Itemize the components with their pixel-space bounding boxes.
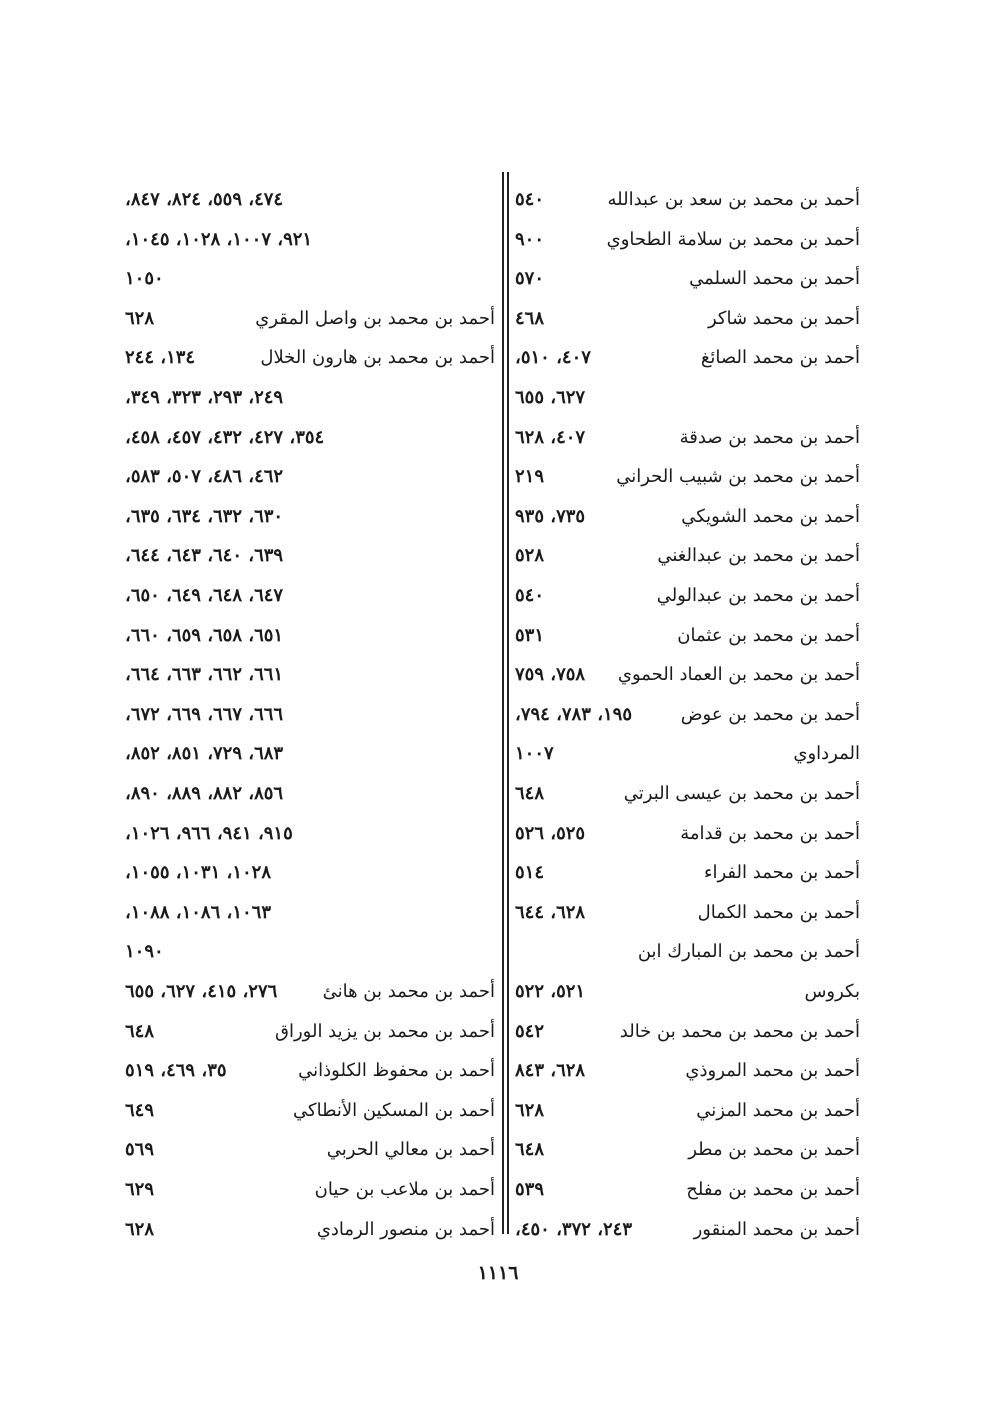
entry-pages: ١٠٠٧ xyxy=(515,743,554,765)
entry-pages: ٤٦٢، ٤٨٦، ٥٠٧، ٥٨٣، xyxy=(125,466,284,488)
entry-name: أحمد بن محمد بن عوض xyxy=(680,703,860,725)
entry-pages: ٤٦٨ xyxy=(515,307,545,329)
entry-name: المرداوي xyxy=(793,743,860,765)
entry-name: أحمد بن محمد بن عبدالولي xyxy=(656,585,860,606)
index-entry xyxy=(125,1051,495,1091)
entry-pages: ٢٧٦، ٤١٥، ٦٢٧، ٦٥٥ xyxy=(125,981,278,1002)
entry-pages: ٦٢٨ xyxy=(515,1099,545,1121)
index-entry xyxy=(515,1091,860,1131)
entry-pages: ٥١٤ xyxy=(515,862,545,884)
entry-pages: ٦٨٣، ٧٢٩، ٨٥١، ٨٥٢، xyxy=(125,743,284,765)
index-entry xyxy=(515,1012,860,1052)
entry-name: أحمد بن محمد بن هانئ xyxy=(322,981,495,1002)
entry-name: أحمد بن محمد الشويكي xyxy=(681,505,860,527)
index-entry xyxy=(125,576,495,616)
index-entry xyxy=(125,1210,495,1250)
entry-pages: ٦٦١، ٦٦٢، ٦٦٣، ٦٦٤، xyxy=(125,664,284,686)
entry-pages: ٥٦٩ xyxy=(125,1139,155,1161)
entry-name: أحمد بن محمد بن هارون الخلال xyxy=(260,347,495,369)
index-entry xyxy=(125,655,495,695)
entry-name: أحمد بن محفوظ الكلوذاني xyxy=(298,1060,495,1082)
index-entry xyxy=(125,893,495,933)
entry-pages: ٩١٥، ٩٤١، ٩٦٦، ١٠٢٦، xyxy=(125,822,293,844)
entry-name: أحمد بن محمد بن المبارك ابن xyxy=(637,941,860,963)
entry-pages: ٧٥٨، ٧٥٩ xyxy=(515,664,586,686)
entry-pages: ٥٢١، ٥٢٢ xyxy=(515,981,586,1002)
index-entry xyxy=(515,1051,860,1091)
entry-pages: ٦٢٩ xyxy=(125,1179,155,1200)
index-entry xyxy=(515,1170,860,1210)
index-entry xyxy=(515,853,860,893)
entry-name: أحمد بن معالي الحربي xyxy=(326,1139,495,1161)
entry-pages: ٦٢٨ xyxy=(125,1218,155,1240)
index-entry xyxy=(515,616,860,656)
entry-name: أحمد بن محمد بن مطر xyxy=(688,1139,860,1161)
entry-name: أحمد بن المسكين الأنطاكي xyxy=(293,1099,495,1121)
index-entry xyxy=(515,972,860,1012)
index-entry xyxy=(125,1170,495,1210)
entry-pages: ١٠٦٣، ١٠٨٦، ١٠٨٨، xyxy=(125,901,271,923)
column-divider xyxy=(502,172,504,1234)
index-entry xyxy=(125,695,495,735)
entry-pages: ١٠٢٨، ١٠٣١، ١٠٥٥، xyxy=(125,862,271,884)
index-entry xyxy=(515,1210,860,1250)
index-entry xyxy=(125,418,495,458)
entry-pages: ٧٣٥، ٩٣٥ xyxy=(515,505,586,527)
index-entry xyxy=(515,536,860,576)
entry-pages: ٥٣٩ xyxy=(515,1179,545,1200)
entry-pages: ٥٤٠ xyxy=(515,189,545,210)
index-entry xyxy=(515,695,860,735)
entry-pages: ٦٣٠، ٦٣٢، ٦٣٤، ٦٣٥، xyxy=(125,505,284,527)
entry-pages: ٥٤٢ xyxy=(515,1020,545,1042)
entry-pages: ٥٤٠ xyxy=(515,585,545,606)
index-entry xyxy=(515,338,860,378)
entry-pages: ٦٦٦، ٦٦٧، ٦٦٩، ٦٧٢، xyxy=(125,703,284,725)
entry-name: أحمد بن محمد الكمال xyxy=(697,901,860,923)
entry-name: أحمد بن محمد المنقور xyxy=(693,1218,860,1240)
entry-name: أحمد بن محمد شاكر xyxy=(707,307,860,329)
entry-name: أحمد بن محمد بن مفلح xyxy=(686,1179,860,1200)
entry-pages: ٩٠٠ xyxy=(515,228,545,250)
index-entry xyxy=(515,1130,860,1170)
entry-pages: ٤٠٧، ٦٢٨ xyxy=(515,426,586,448)
entry-name: أحمد بن محمد الفراء xyxy=(704,862,860,884)
index-entry xyxy=(125,1012,495,1052)
entry-pages: ٣٥، ٤٦٩، ٥١٩ xyxy=(125,1060,227,1082)
entry-pages: ٦٣٩، ٦٤٠، ٦٤٣، ٦٤٤، xyxy=(125,545,284,567)
index-entry xyxy=(125,338,495,378)
index-entry xyxy=(515,655,860,695)
index-entry xyxy=(125,180,495,220)
entry-pages: ٢٤٩، ٢٩٣، ٣٢٣، ٣٤٩، xyxy=(125,387,284,408)
entry-pages: ٤٧٤، ٥٥٩، ٨٢٤، ٨٤٧، xyxy=(125,189,284,210)
index-entry xyxy=(125,299,495,339)
entry-pages: ٢٤٣، ٣٧٢، ٤٥٠، xyxy=(515,1218,633,1240)
entry-pages: ٨٥٦، ٨٨٢، ٨٨٩، ٨٩٠، xyxy=(125,783,284,804)
entry-pages: ٥٣١ xyxy=(515,624,545,646)
entry-pages: ٦٢٨، ٨٤٣ xyxy=(515,1060,586,1082)
index-entry xyxy=(125,1091,495,1131)
entry-name: أحمد بن محمد بن عبدالغني xyxy=(657,545,860,567)
entry-pages: ١٩٥، ٧٨٣، ٧٩٤، xyxy=(515,703,633,725)
index-entry xyxy=(125,1130,495,1170)
entry-pages: ١٠٩٠ xyxy=(125,941,164,963)
entry-name: أحمد بن منصور الرمادي xyxy=(316,1218,495,1240)
entry-name: أحمد بن محمد المروذي xyxy=(685,1060,860,1082)
entry-pages: ٤٠٧، ٥١٠، xyxy=(515,347,591,369)
column-divider xyxy=(507,172,509,1234)
entry-pages: ٦٢٧، ٦٥٥ xyxy=(515,387,586,408)
index-entry xyxy=(125,814,495,854)
entry-name: أحمد بن محمد بن عيسى البرتي xyxy=(623,783,860,804)
entry-pages: ٦٤٧، ٦٤٨، ٦٤٩، ٦٥٠، xyxy=(125,585,284,606)
index-entry xyxy=(515,774,860,814)
index-entry xyxy=(515,734,860,774)
page-number: ١١١٦ xyxy=(477,1262,519,1284)
index-entry xyxy=(125,616,495,656)
entry-pages: ٥٢٥، ٥٢٦ xyxy=(515,822,586,844)
entry-pages: ٣٥٤، ٤٢٧، ٤٣٢، ٤٥٧، ٤٥٨، xyxy=(125,426,325,448)
entry-name: أحمد بن محمد بن عثمان xyxy=(677,624,860,646)
entry-name: بكروس xyxy=(804,981,860,1002)
index-entry xyxy=(125,378,495,418)
entry-pages: ١٣٤، ٢٤٤ xyxy=(125,347,196,369)
entry-name: أحمد بن ملاعب بن حيان xyxy=(314,1179,495,1200)
index-entry xyxy=(125,774,495,814)
index-entry xyxy=(515,418,860,458)
index-entry xyxy=(515,893,860,933)
index-entry xyxy=(515,932,860,972)
entry-pages: ١٠٥٠ xyxy=(125,268,164,290)
index-entry xyxy=(125,497,495,537)
index-entry xyxy=(125,853,495,893)
index-entry xyxy=(125,220,495,260)
entry-name: أحمد بن محمد بن العماد الحموي xyxy=(617,664,860,686)
index-entry xyxy=(515,457,860,497)
index-column-right xyxy=(515,180,860,1240)
index-entry xyxy=(125,457,495,497)
entry-pages: ٦٢٨ xyxy=(125,307,155,329)
entry-name: أحمد بن محمد المزني xyxy=(696,1099,860,1121)
index-entry xyxy=(515,378,860,418)
entry-name: أحمد بن محمد بن شبيب الحراني xyxy=(616,466,860,488)
index-entry xyxy=(125,932,495,972)
entry-pages: ٥٧٠ xyxy=(515,268,545,290)
entry-name: أحمد بن محمد بن قدامة xyxy=(680,822,860,844)
entry-name: أحمد بن محمد بن سعد بن عبدالله xyxy=(607,189,860,210)
entry-pages: ٦٤٨ xyxy=(515,1139,545,1161)
entry-pages: ٦٥١، ٦٥٨، ٦٥٩، ٦٦٠، xyxy=(125,624,284,646)
entry-pages: ٦٤٨ xyxy=(125,1020,155,1042)
index-entry xyxy=(515,814,860,854)
index-entry xyxy=(125,734,495,774)
entry-name: أحمد بن محمد الصائغ xyxy=(700,347,860,369)
entry-name: أحمد بن محمد بن صدقة xyxy=(679,426,860,448)
entry-name: أحمد بن محمد بن سلامة الطحاوي xyxy=(606,228,860,250)
entry-pages: ٩٢١، ١٠٠٧، ١٠٢٨، ١٠٤٥، xyxy=(125,228,313,250)
index-column-left xyxy=(125,180,495,1240)
index-entry xyxy=(515,497,860,537)
entry-pages: ٦٤٨ xyxy=(515,783,545,804)
entry-pages: ٢١٩ xyxy=(515,466,545,488)
index-entry xyxy=(515,180,860,220)
index-entry xyxy=(515,220,860,260)
index-entry xyxy=(515,259,860,299)
entry-name: أحمد بن محمد بن محمد بن خالد xyxy=(619,1020,860,1042)
index-entry xyxy=(515,576,860,616)
entry-pages: ٦٤٩ xyxy=(125,1099,155,1121)
index-entry xyxy=(125,536,495,576)
index-entry xyxy=(125,259,495,299)
entry-pages: ٦٢٨، ٦٤٤ xyxy=(515,901,586,923)
index-entry xyxy=(515,299,860,339)
entry-name: أحمد بن محمد بن واصل المقري xyxy=(255,307,495,329)
entry-name: أحمد بن محمد بن يزيد الوراق xyxy=(275,1020,495,1042)
entry-name: أحمد بن محمد السلمي xyxy=(689,268,860,290)
entry-pages: ٥٢٨ xyxy=(515,545,545,567)
index-entry xyxy=(125,972,495,1012)
